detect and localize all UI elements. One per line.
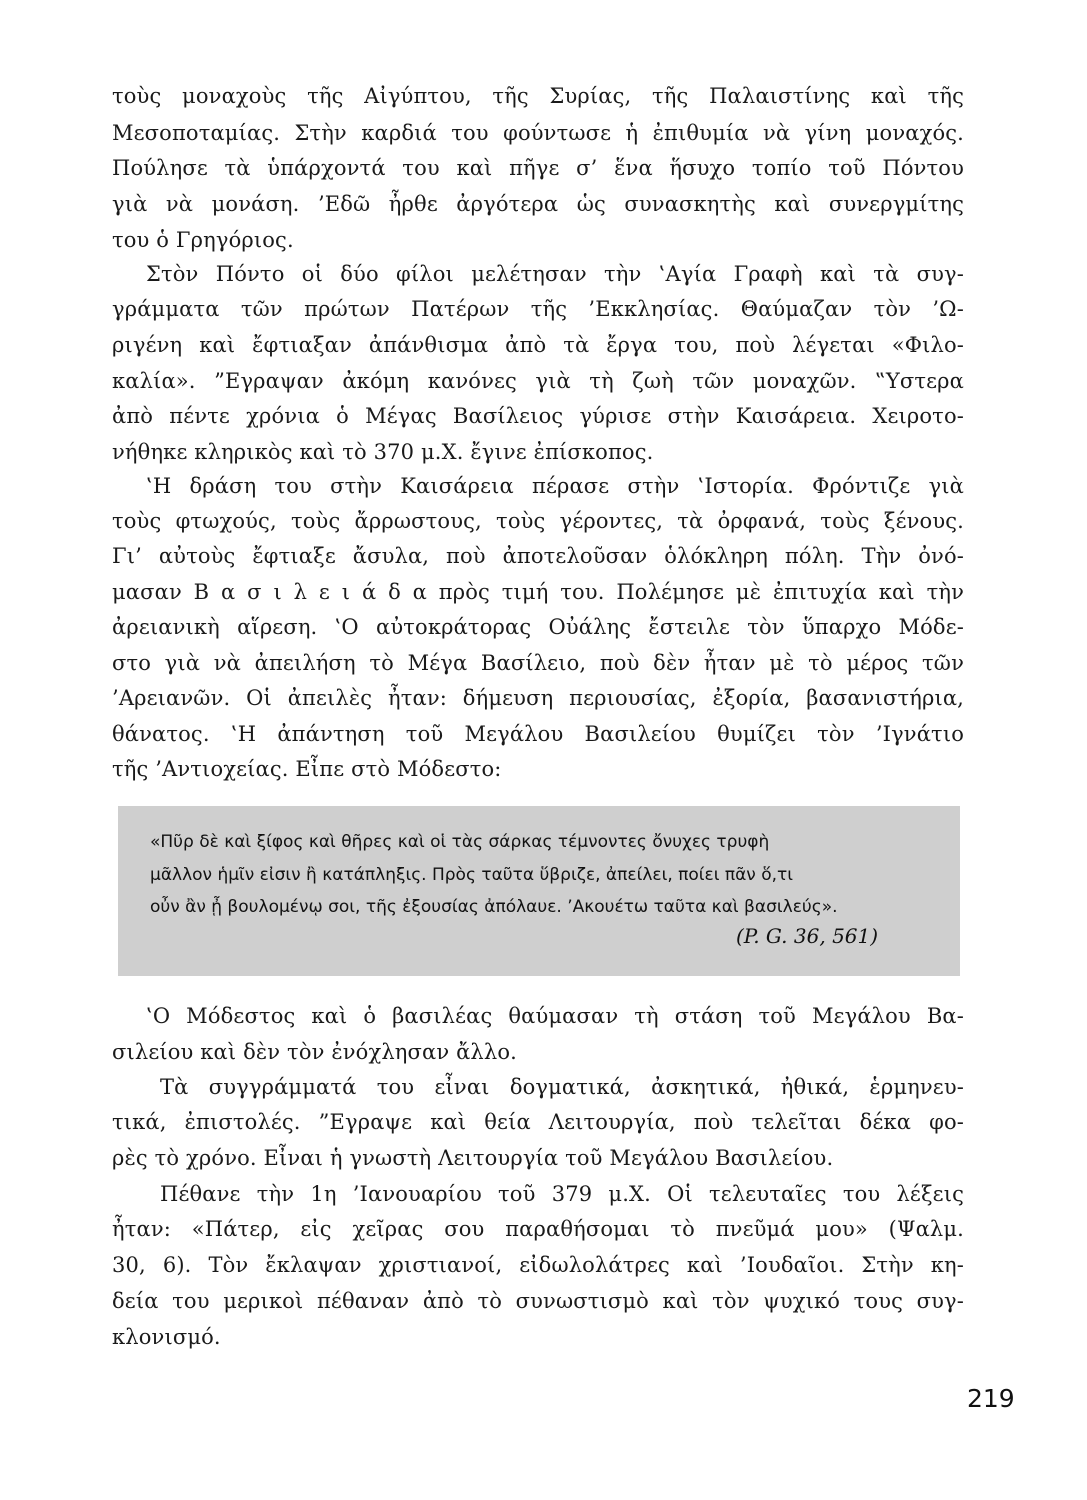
page-number: 219 (967, 1384, 1015, 1413)
quote-box (118, 806, 960, 976)
text-line: ἀρειανικὴ αἵρεση. ‛Ο αὐτοκράτορας Οὐάλης ἔστειλε τὸν ὕπαρχο Μόδε- (112, 615, 964, 639)
text-line: Γι’ αὐτοὺς ἔφτιαξε ἄσυλα, ποὺ ἀποτελοῦσαν ὁλόκληρη πόλη. Τὴν ὀνό- (112, 544, 964, 568)
text-line: Τὰ συγγράμματά του εἶναι δογματικά, ἀσκητικά, ἠθικά, ἑρμηνευ- (160, 1075, 964, 1099)
text-line: μασαν Β α σ ι λ ε ι ά δ α πρὸς τιμή του. Πολέμησε μὲ ἐπιτυχία καὶ τὴν (112, 580, 964, 604)
text-line: νήθηκε κληρικὸς καὶ τὸ 370 μ.Χ. ἔγινε ἐπίσκοπος. (112, 440, 654, 464)
text-line: γιὰ νὰ μονάση. ’Εδῶ ἦρθε ἀργότερα ὡς συνασκητὴς καὶ συνεργμίτης (112, 192, 964, 216)
text-line: ἦταν: «Πάτερ, εἰς χεῖρας σου παραθήσομαι τὸ πνεῦμά μου» (Ψαλμ. (112, 1217, 964, 1241)
text-line: ‛Η δράση του στὴν Καισάρεια πέρασε στὴν ‛Ιστορία. Φρόντιζε γιὰ (146, 474, 964, 498)
text-line: Πούλησε τὰ ὑπάρχοντά του καὶ πῆγε σ’ ἕνα ἥσυχο τοπίο τοῦ Πόντου (112, 156, 964, 180)
text-line: ρὲς τὸ χρόνο. Εἶναι ἡ γνωστὴ Λειτουργία τοῦ Μεγάλου Βασιλείου. (112, 1146, 834, 1170)
text-line: 30, 6). Τὸν ἔκλαψαν χριστιανοί, εἰδωλολάτρες καὶ ’Ιουδαῖοι. Στὴν κη- (112, 1253, 964, 1277)
text-line: τῆς ’Αντιοχείας. Εἶπε στὸ Μόδεστο: (112, 757, 502, 781)
text-line: ’Αρειανῶν. Οἱ ἀπειλὲς ἦταν: δήμευση περιουσίας, ἐξορία, βασανιστήρια, (112, 686, 964, 710)
text-line: Πέθανε τὴν 1η ’Ιανουαρίου τοῦ 379 μ.Χ. Οἱ τελευταῖες του λέξεις (160, 1182, 964, 1206)
text-line: σιλείου καὶ δὲν τὸν ἐνόχλησαν ἄλλο. (112, 1040, 517, 1064)
text-line: κλονισμό. (112, 1325, 221, 1349)
text-line: Μεσοποταμίας. Στὴν καρδιά του φούντωσε ἡ ἐπιθυμία νὰ γίνη μοναχός. (112, 121, 964, 145)
text-line: δεία του μερικοὶ πέθαναν ἀπὸ τὸ συνωστισμὸ καὶ τὸν ψυχικό τους συγ- (112, 1289, 964, 1313)
text-line: τοὺς φτωχούς, τοὺς ἄρρωστους, τοὺς γέροντες, τὰ ὀρφανά, τοὺς ξένους. (112, 509, 964, 533)
text-line: στο γιὰ νὰ ἀπειλήση τὸ Μέγα Βασίλειο, ποὺ δὲν ἦταν μὲ τὸ μέρος τῶν (112, 651, 964, 675)
text-line: Στὸν Πόντο οἱ δύο φίλοι μελέτησαν τὴν ‛Αγία Γραφὴ καὶ τὰ συγ- (146, 262, 964, 286)
text-line: τοὺς μοναχοὺς τῆς Αἰγύπτου, τῆς Συρίας, τῆς Παλαιστίνης καὶ τῆς (112, 84, 964, 108)
quote-line: «Πῦρ δὲ καὶ ξίφος καὶ θῆρες καὶ οἱ τὰς σάρκας τέμνοντες ὄνυχες τρυφὴ (150, 832, 770, 852)
quote-citation: (P. G. 36, 561) (736, 924, 879, 948)
text-line: καλία». ”Εγραψαν ἀκόμη κανόνες γιὰ τὴ ζωὴ τῶν μοναχῶν. ‟Υστερα (112, 369, 964, 393)
text-line: ἀπὸ πέντε χρόνια ὁ Μέγας Βασίλειος γύρισε στὴν Καισάρεια. Χειροτο- (112, 404, 964, 428)
text-line: ‛Ο Μόδεστος καὶ ὁ βασιλέας θαύμασαν τὴ στάση τοῦ Μεγάλου Βα- (146, 1004, 964, 1028)
text-line: γράμματα τῶν πρώτων Πατέρων τῆς ’Εκκλησίας. Θαύμαζαν τὸν ’Ω- (112, 297, 964, 321)
quote-line: μᾶλλον ἡμῖν εἰσιν ἢ κατάπληξις. Πρὸς ταῦτα ὕβριζε, ἀπείλει, ποίει πᾶν ὅ,τι (150, 865, 793, 885)
quote-line: οὖν ἂν ᾖ βουλομένῳ σοι, τῆς ἐξουσίας ἀπόλαυε. ’Ακουέτω ταῦτα καὶ βασιλεύς». (150, 897, 838, 917)
text-line: τικά, ἐπιστολές. ”Εγραψε καὶ θεία Λειτουργία, ποὺ τελεῖται δέκα φο- (112, 1110, 964, 1134)
text-line: ριγένη καὶ ἔφτιαξαν ἀπάνθισμα ἀπὸ τὰ ἔργα του, ποὺ λέγεται «Φιλο- (112, 333, 964, 357)
text-line: του ὁ Γρηγόριος. (112, 228, 294, 252)
text-line: θάνατος. ‛Η ἀπάντηση τοῦ Μεγάλου Βασιλείου θυμίζει τὸν ’Ιγνάτιο (112, 722, 964, 746)
